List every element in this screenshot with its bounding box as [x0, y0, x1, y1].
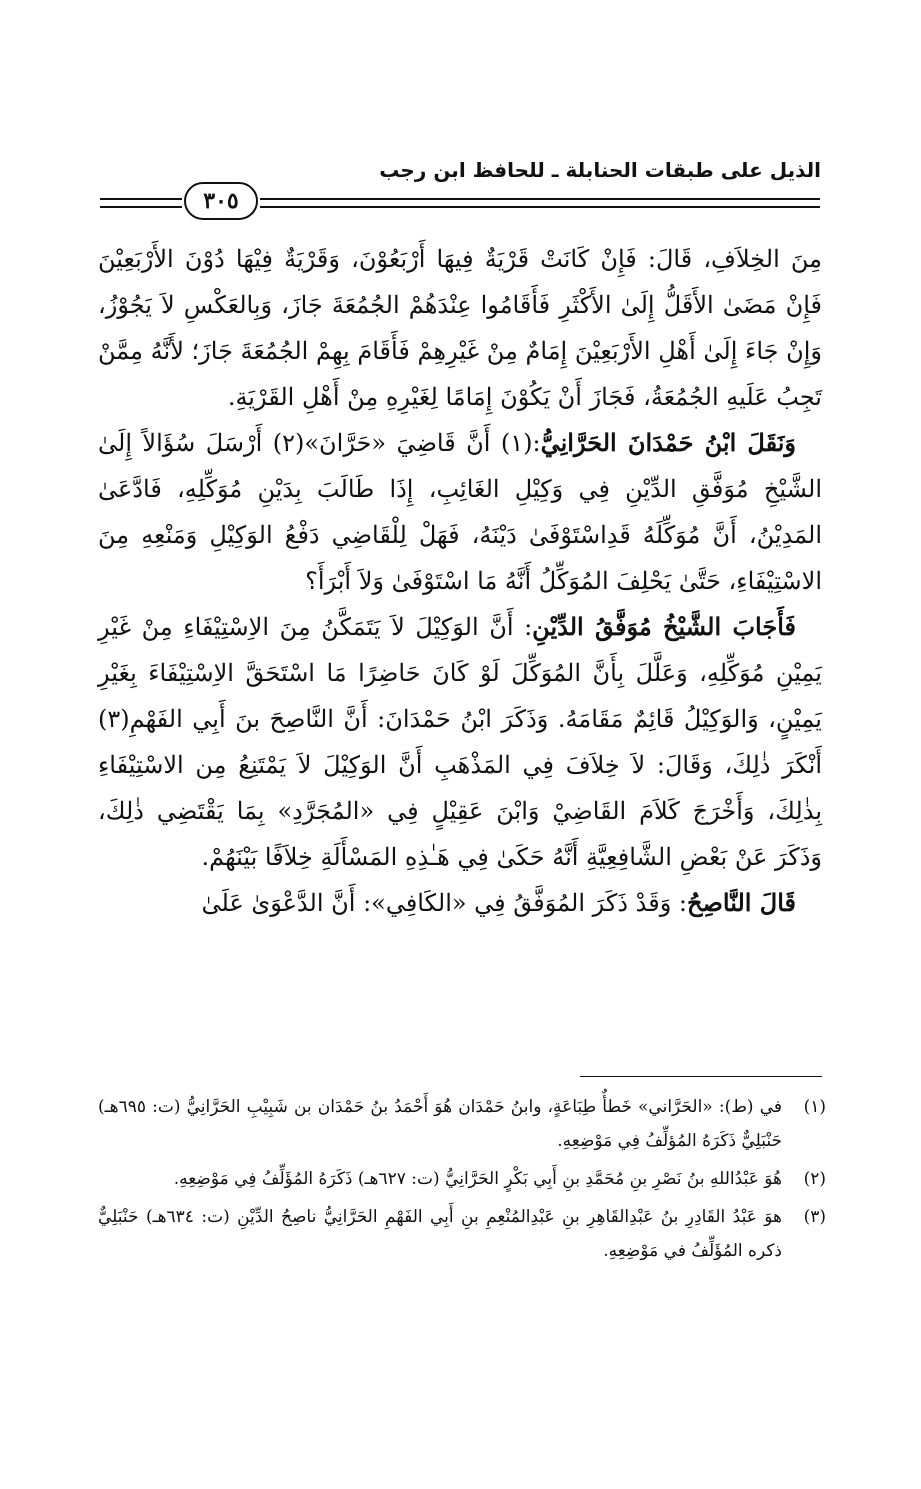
footnote	[98, 1162, 826, 1196]
header-rule-left-top	[100, 198, 182, 200]
page-number: ٣٠٥	[184, 182, 258, 220]
footnote	[98, 1200, 826, 1268]
paragraph-text: مِنَ الخِلاَفِ، قَالَ: فَإِنْ كَانَتْ قَرْيَةٌ فِيهَا أَرْبَعُوْنَ، وَقَرْيَةٌ فِيْهَا دُوْنَ الأَرْبَعِيْنَ فَإِنْ مَضَىٰ الأَقَلُّ إِلَىٰ الأَكْثَرِ فَأَقَامُوا عِنْدَهُمْ الجُمُعَةَ جَازَ، وَبِالعَكْسِ لاَ يَجُوْزُ، وَإِنْ جَاءَ إِلَىٰ أَهْلِ الأَرْبَعِيْنَ إِمَامٌ مِنْ غَيْرِهِمْ فَأَقَامَ بِهِمْ الجُمُعَةَ جَازَ؛ لأَنَّهُ مِمَّنْ تَجِبُ عَلَيهِ الجُمُعَةُ، فَجَازَ أَنْ يَكُوْنَ إِمَامًا لِغَيْرِهِ مِنْ أَهْلِ القَرْيَةِ.	[98, 245, 822, 411]
header-rule-right-top	[260, 198, 820, 200]
paragraph	[98, 420, 822, 604]
paragraph-text: : وَقَدْ ذَكَرَ المُوَفَّقُ فِي «الكَافِي»: أَنَّ الدَّعْوَىٰ عَلَىٰ	[201, 889, 688, 917]
footnote-number: (٢)	[803, 1169, 826, 1189]
header-rule-right-bottom	[260, 206, 820, 208]
paragraph	[98, 880, 822, 926]
paragraph-text: :(١) أَنَّ قَاضِيَ «حَرَّانَ»(٢) أَرْسَلَ سُؤَالاً إِلَىٰ الشَّيْخِ مُوَفَّقِ الدِّيْنِ فِي وَكِيْلِ الغَائِبِ، إِذَا طَالَبَ بِدَيْنِ مُوَكِّلِهِ، فَادَّعَىٰ المَدِيْنُ، أَنَّ مُوَكِّلَهُ قَدِاسْتَوْفَىٰ دَيْنَهُ، فَهَلْ لِلْقَاضِي دَفْعُ الوَكِيْلِ وَمَنْعِهِ مِنَ الاسْتِيْفَاءِ، حَتَّىٰ يَحْلِفَ المُوَكِّلُ أَنَّهُ مَا اسْتَوْفَىٰ وَلاَ أَبْرَأَ؟	[98, 429, 822, 595]
footnote-text: هُوَ عَبْدُاللهِ بنُ نَصْرِ بنِ مُحَمَّدِ بنِ أَبِي بَكْرٍ الحَرَّانِيُّ (ت: ٦٢٧هـ) ذَكَرَهُ المُؤَلِّفُ فِي مَوْضِعِهِ.	[173, 1169, 782, 1189]
footnote-separator	[580, 1076, 822, 1077]
footnote-text: في (ط): «الحَرَّاني» خَطأٌ طِبَاعَةٍ، وابنُ حَمْدَان هُوَ أَحْمَدُ بنُ حَمْدَان بن شَبِيْبِ الحَرَّانِيُّ (ت: ٦٩٥هـ) حَنْبَلِيٌّ ذَكَرَهُ المُؤلِّفُ فِي مَوْضِعِهِ.	[98, 1097, 782, 1151]
paragraph-text: : أَنَّ الوَكِيْلَ لاَ يَتَمَكَّنُ مِنَ الاِسْتِيْفَاءِ مِنْ غَيْرِ يَمِيْنِ مُوَكِّلِهِ، وَعَلَّلَ بِأَنَّ المُوَكِّلَ لَوْ كَانَ حَاضِرًا مَا اسْتَحَقَّ الاِسْتِيْفَاءَ بِغَيْرِ يَمِيْنٍ، وَالوَكِيْلُ قَائِمٌ مَقَامَهُ. وَذَكَرَ ابْنُ حَمْدَانَ: أَنَّ النَّاصِحَ بنَ أَبِي الفَهْمِ(٣) أَنْكَرَ ذٰلِكَ، وَقَالَ: لاَ خِلاَفَ فِي المَذْهَبِ أَنَّ الوَكِيْلَ لاَ يَمْتَنِعُ مِن الاسْتِيْفَاءِ بِذٰلِكَ، وَأَخْرَجَ كَلاَمَ القَاضِيْ وَابْنَ عَقِيْلٍ فِي «المُجَرَّدِ» بِمَا يَقْتَضِي ذٰلِكَ، وَذَكَرَ عَنْ بَعْضِ الشَّافِعِيَّةِ أَنَّهُ حَكَىٰ فِي هَـٰذِهِ المَسْأَلَةِ خِلاَفًا بَيْنَهُمْ.	[98, 613, 822, 871]
paragraph	[98, 604, 822, 880]
footnote-text: هوَ عَبْدُ القَادِرِ بنُ عَبْدِالقَاهِرِ بنِ عَبْدِالمُنْعِمِ بنِ أَبِي الفَهْمِ الحَرَّانِيُّ ناصِحُ الدِّيْنِ (ت: ٦٣٤هـ) حَنْبَلِيٌّ ذكره المُؤَلِّفُ في مَوْضِعِهِ.	[98, 1207, 782, 1261]
footnotes	[98, 1090, 826, 1272]
paragraph-lead-bold: فَأَجَابَ الشَّيْخُ مُوَفَّقُ الدِّيْنِ	[532, 612, 796, 641]
header-rule-left-bottom	[100, 206, 182, 208]
footnote-number: (٣)	[803, 1207, 826, 1227]
main-text	[98, 236, 822, 926]
footnote-number: (١)	[803, 1097, 826, 1117]
paragraph-lead-bold: وَنَقَلَ ابْنُ حَمْدَانَ الحَرَّانِيُّ	[540, 428, 797, 457]
running-header-title: الذيل على طبقات الحنابلة ـ للحافظ ابن رجب	[379, 158, 821, 182]
footnote	[98, 1090, 826, 1158]
paragraph	[98, 236, 822, 420]
paragraph-lead-bold: قَالَ النَّاصِحُ	[687, 888, 796, 917]
